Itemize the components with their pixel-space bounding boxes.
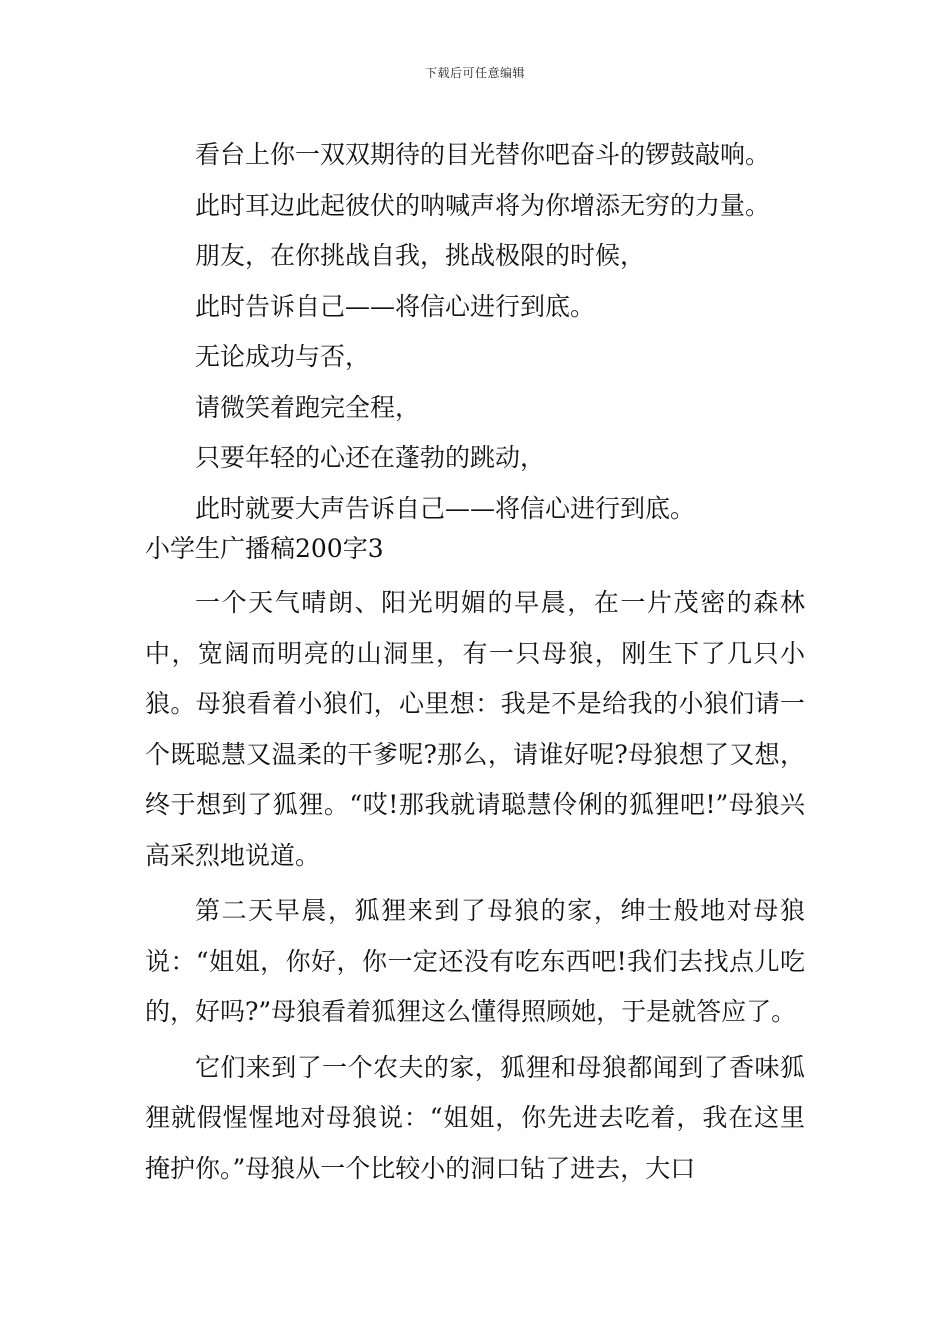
story-body	[145, 578, 805, 1194]
story-paragraph: 第二天早晨，狐狸来到了母狼的家，绅士般地对母狼说：“姐姐，你好，你一定还没有吃东西吧!我们去找点儿吃的，好吗?”母狼看着狐狸这么懂得照顾她，于是就答应了。	[145, 896, 805, 1026]
poem-block	[195, 130, 835, 534]
poem-line: 朋友，在你挑战自我，挑战极限的时候，	[195, 241, 646, 270]
poem-line: 无论成功与否，	[195, 342, 371, 371]
poem-line: 此时就要大声告诉自己——将信心进行到底。	[195, 493, 696, 523]
story-paragraph: 一个天气晴朗、阳光明媚的早晨，在一片茂密的森林中，宽阔而明亮的山洞里，有一只母狼，刚生下了几只小狼。母狼看着小狼们，心里想：我是不是给我的小狼们请一个既聪慧又温柔的干爹呢?那么，请谁好呢?母狼想了又想，终于想到了狐狸。“哎!那我就请聪慧伶俐的狐狸吧!”母狼兴高采烈地说道。	[145, 588, 805, 870]
poem-line: 只要年轻的心还在蓬勃的跳动，	[195, 443, 546, 472]
poem-line: 看台上你一双双期待的目光替你吧奋斗的锣鼓敲响。	[195, 140, 771, 169]
poem-line: 此时耳边此起彼伏的呐喊声将为你增添无穷的力量。	[195, 190, 771, 220]
section-heading: 小学生广播稿200字3	[145, 534, 384, 563]
page-header: 下载后可任意编辑	[424, 66, 525, 80]
poem-line: 此时告诉自己——将信心进行到底。	[195, 291, 596, 321]
poem-line: 请微笑着跑完全程，	[195, 392, 421, 422]
story-paragraph: 它们来到了一个农夫的家，狐狸和母狼都闻到了香味狐狸就假惺惺地对母狼说：“姐姐，你先进去吃着，我在这里掩护你。”母狼从一个比较小的洞口钻了进去，大口	[145, 1052, 805, 1183]
